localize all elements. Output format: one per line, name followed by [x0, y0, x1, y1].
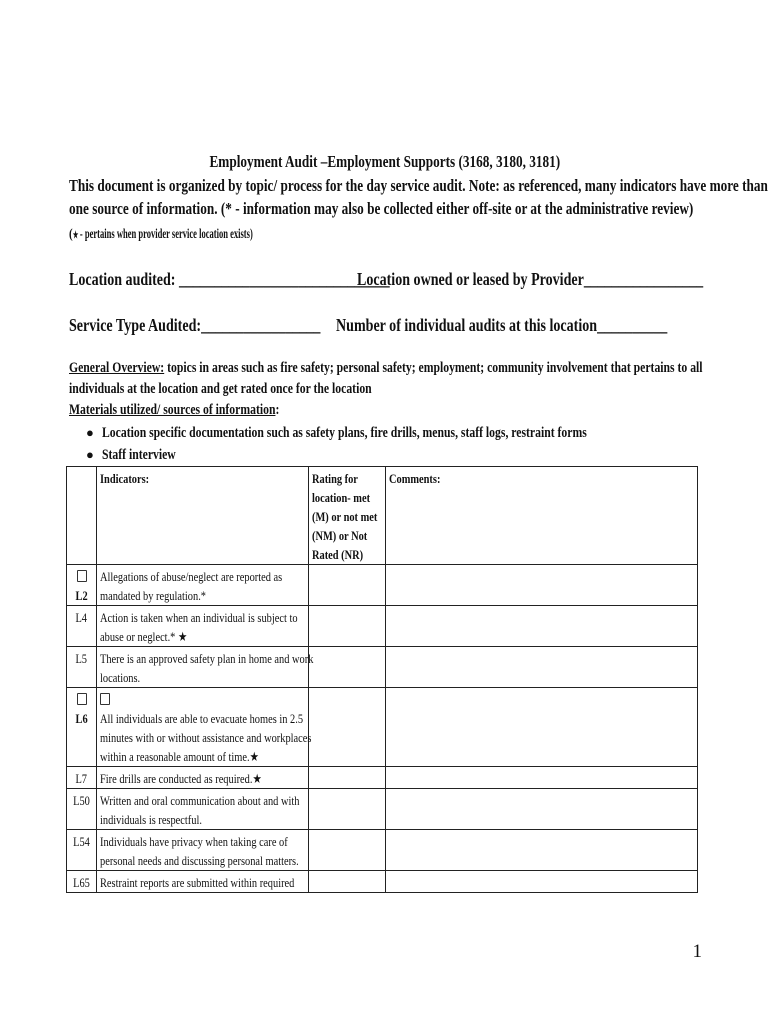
comments-cell[interactable]: [386, 606, 698, 647]
table-row: [67, 606, 698, 647]
general-overview-line-2: individuals at the location and get rated once for the location: [69, 381, 372, 397]
bullet-item: ● Location specific documentation such as safety plans, fire drills, menus, staff logs, restraint forms: [86, 425, 587, 441]
star-note: (★ - pertains when provider service location exists): [69, 227, 253, 242]
indicator-text: Individuals have privacy when taking care of personal needs and discussing personal matters.: [97, 830, 309, 871]
indicator-text: Restraint reports are submitted within required: [97, 871, 309, 893]
table-header-row: [67, 467, 698, 565]
flag-icon: [100, 693, 110, 705]
rating-cell[interactable]: [309, 647, 386, 688]
comments-cell[interactable]: [386, 871, 698, 893]
indicator-text: All individuals are able to evacuate homes in 2.5 minutes with or without assistance and workplaces within a reasonable amount of time.★: [97, 688, 309, 767]
code-header-cell: [67, 467, 97, 565]
indicator-text: Action is taken when an individual is subject to abuse or neglect.* ★: [97, 606, 309, 647]
comments-cell[interactable]: [386, 789, 698, 830]
indicator-code: L50: [67, 789, 97, 830]
comments-cell[interactable]: [386, 767, 698, 789]
comments-cell[interactable]: [386, 688, 698, 767]
flag-icon: [77, 693, 87, 705]
bullet-icon: ●: [86, 425, 94, 440]
general-overview-line-1: General Overview: topics in areas such as fire safety; personal safety; employment; community involvement that pertains to all: [69, 360, 703, 376]
rating-cell[interactable]: [309, 606, 386, 647]
table-row: [67, 688, 698, 767]
flag-icon: [77, 570, 87, 582]
location-audited-field: Location audited: ______________________________: [69, 269, 390, 289]
indicator-code: L7: [67, 767, 97, 789]
page-number: 1: [692, 941, 702, 962]
comments-header: Comments:: [386, 467, 698, 565]
number-of-audits-field: Number of individual audits at this location__________: [336, 315, 668, 335]
indicator-text: There is an approved safety plan in home and work locations.: [97, 647, 309, 688]
rating-cell[interactable]: [309, 688, 386, 767]
rating-cell[interactable]: [309, 871, 386, 893]
comments-cell[interactable]: [386, 647, 698, 688]
table-row: [67, 830, 698, 871]
table-row: [67, 767, 698, 789]
intro-line-2: one source of information. (* - information may also be collected either off-site or at the administrative review): [69, 199, 694, 218]
bullet-item: ● Staff interview: [86, 447, 176, 463]
comments-cell[interactable]: [386, 565, 698, 606]
indicator-text: Written and oral communication about and with individuals is respectful.: [97, 789, 309, 830]
indicator-code: L54: [67, 830, 97, 871]
intro-line-1: This document is organized by topic/ process for the day service audit. Note: as referenced, many indicators have more than: [69, 176, 768, 195]
rating-header: Rating for location- met (M) or not met (NM) or Not Rated (NR): [309, 467, 386, 565]
rating-cell[interactable]: [309, 767, 386, 789]
indicator-text: Fire drills are conducted as required.★: [97, 767, 309, 789]
service-type-field: Service Type Audited:_________________: [69, 315, 321, 335]
comments-cell[interactable]: [386, 830, 698, 871]
document-title: Employment Audit –Employment Supports (3168, 3180, 3181): [209, 152, 561, 171]
indicator-code: L5: [67, 647, 97, 688]
rating-cell[interactable]: [309, 789, 386, 830]
bullet-icon: ●: [86, 447, 94, 462]
indicator-code: L2: [67, 565, 97, 606]
materials-heading: Materials utilized/ sources of information:: [69, 402, 280, 418]
indicator-code: L4: [67, 606, 97, 647]
star-icon: ★: [72, 230, 79, 241]
table-row: [67, 647, 698, 688]
indicators-header: Indicators:: [97, 467, 309, 565]
table-row: [67, 565, 698, 606]
indicator-text: Allegations of abuse/neglect are reported as mandated by regulation.*: [97, 565, 309, 606]
table-row: [67, 789, 698, 830]
indicator-code: L65: [67, 871, 97, 893]
rating-cell[interactable]: [309, 830, 386, 871]
location-owned-field: Location owned or leased by Provider_________________: [357, 269, 704, 289]
indicator-code: L6: [67, 688, 97, 767]
indicators-table: [66, 466, 698, 893]
rating-cell[interactable]: [309, 565, 386, 606]
table-row: [67, 871, 698, 893]
